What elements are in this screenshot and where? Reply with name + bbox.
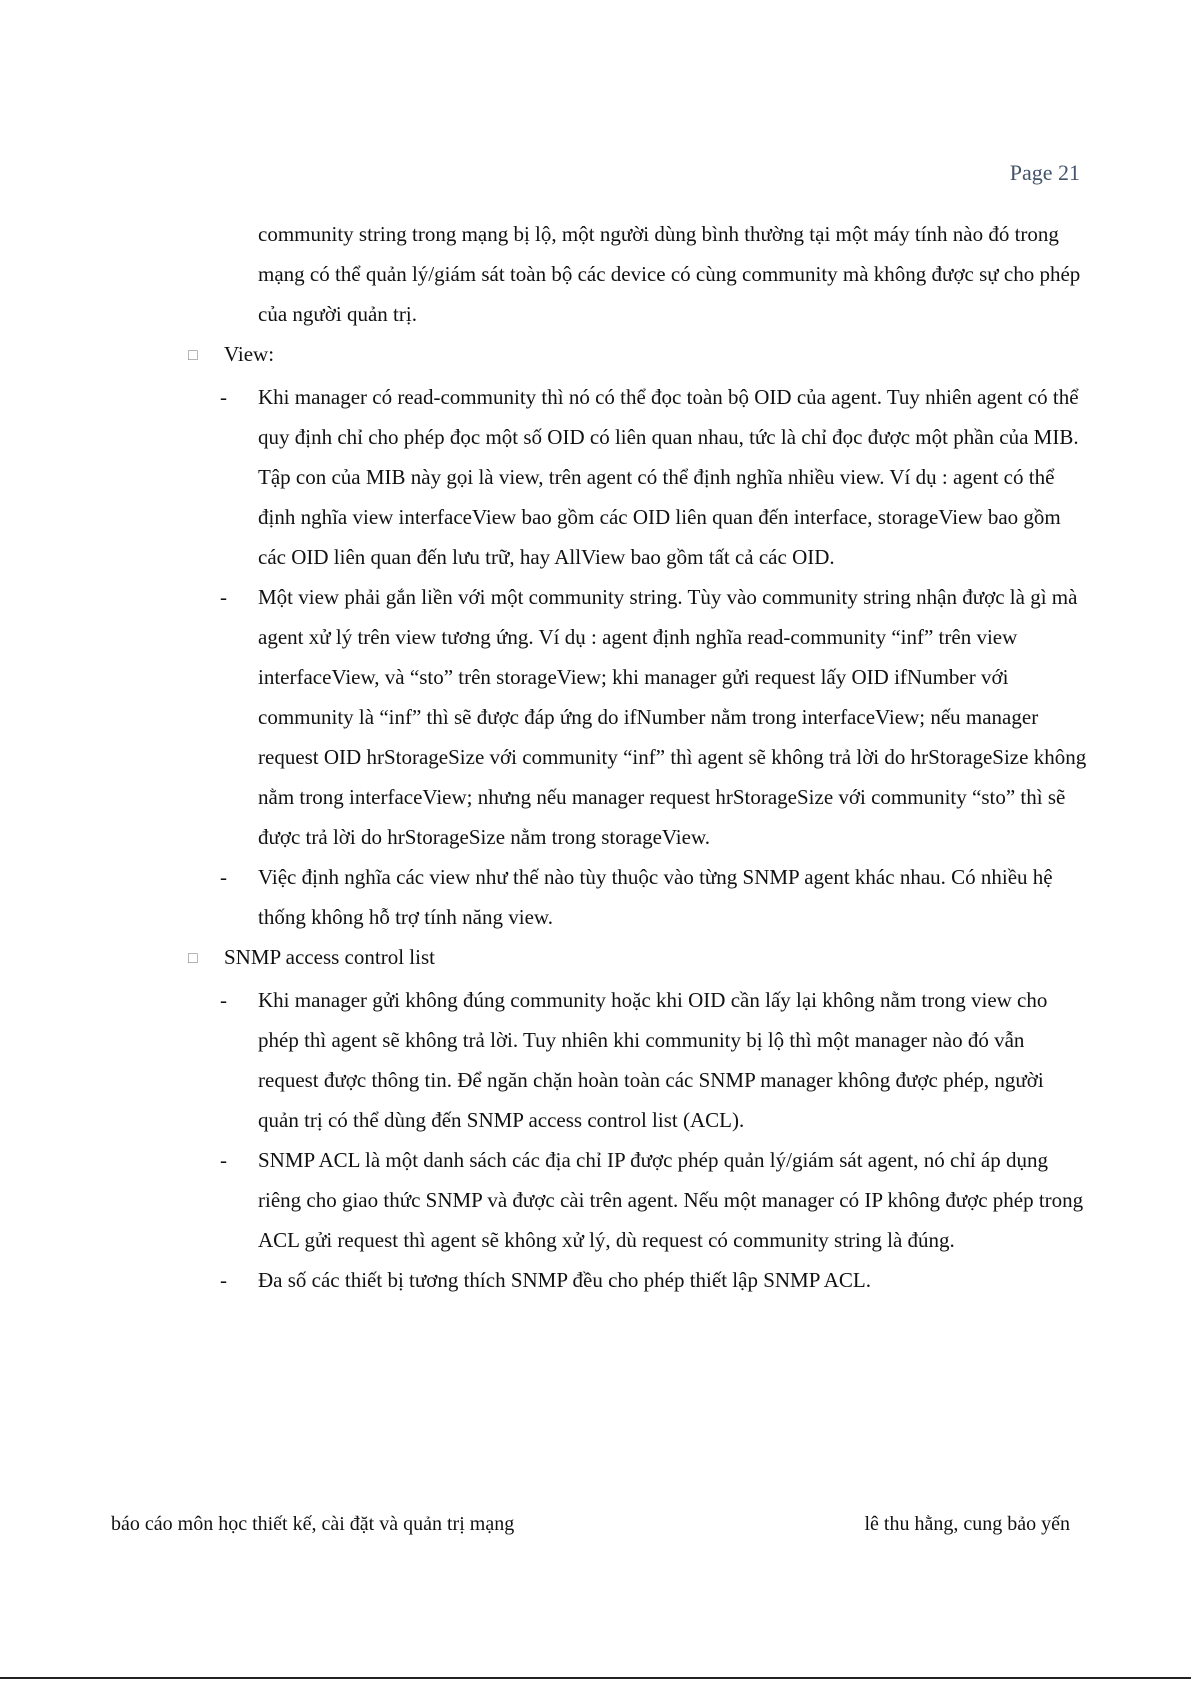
- list-item: [220, 1260, 1088, 1300]
- dash-bullet-icon: -: [220, 1148, 227, 1172]
- bottom-divider: [0, 1677, 1191, 1679]
- section-title: SNMP access control list: [224, 945, 435, 969]
- section-heading: [188, 937, 1088, 980]
- dash-bullet-icon: -: [220, 988, 227, 1012]
- list-item-text: SNMP ACL là một danh sách các địa chỉ IP được phép quản lý/giám sát agent, nó chỉ áp dụng riêng cho giao thức SNMP và được cài trên agent. Nếu một manager có IP không được phép trong ACL gửi request thì agent sẽ không xử lý, dù request có community string là đúng.: [258, 1148, 1084, 1252]
- list-item: [220, 980, 1088, 1140]
- page-number: Page 21: [1009, 160, 1080, 185]
- list-item-text: Một view phải gắn liền với một community string. Tùy vào community string nhận được là gì mà agent xử lý trên view tương ứng. Ví dụ : agent định nghĩa read-community “inf” trên view interfaceView, và “sto” trên storageView; khi manager gửi request lấy OID ifNumber với community là “inf” thì sẽ được đáp ứng do ifNumber nằm trong interfaceView; nếu manager request OID hrStorageSize với community “inf” thì agent sẽ không trả lời do hrStorageSize không nằm trong interfaceView; nhưng nếu manager request hrStorageSize với community “sto” thì sẽ được trả lời do hrStorageSize nằm trong storageView.: [258, 585, 1087, 849]
- document-body: [188, 214, 1088, 1300]
- page-footer: [111, 1514, 1070, 1534]
- continuation-paragraph: community string trong mạng bị lộ, một người dùng bình thường tại một máy tính nào đó trong mạng có thể quản lý/giám sát toàn bộ các device có cùng community mà không được sự cho phép của người quản trị.: [258, 222, 1081, 326]
- footer-authors: lê thu hằng, cung bảo yến: [864, 1513, 1070, 1535]
- list-item-text: Đa số các thiết bị tương thích SNMP đều cho phép thiết lập SNMP ACL.: [258, 1268, 871, 1292]
- list-item-text: Khi manager gửi không đúng community hoặc khi OID cần lấy lại không nằm trong view cho phép thì agent sẽ không trả lời. Tuy nhiên khi community bị lộ thì một manager nào đó vẫn request được thông tin. Để ngăn chặn hoàn toàn các SNMP manager không được phép, người quản trị có thể dùng đến SNMP access control list (ACL).: [258, 988, 1048, 1132]
- list-item: [220, 1140, 1088, 1260]
- footer-course-title: báo cáo môn học thiết kế, cài đặt và quản trị mạng: [111, 1513, 515, 1535]
- dash-bullet-icon: -: [220, 585, 227, 609]
- list-item: [220, 577, 1088, 857]
- section-snmp-acl: [188, 937, 1088, 1300]
- dash-bullet-icon: -: [220, 865, 227, 889]
- list-item: [220, 377, 1088, 577]
- list-item: [220, 857, 1088, 937]
- section-heading: [188, 334, 1088, 377]
- square-bullet-icon: □: [188, 347, 198, 364]
- list-item-text: Khi manager có read-community thì nó có thể đọc toàn bộ OID của agent. Tuy nhiên agent có thể quy định chỉ cho phép đọc một số OID có liên quan nhau, tức là chỉ đọc được một phần của MIB. Tập con của MIB này gọi là view, trên agent có thể định nghĩa nhiều view. Ví dụ : agent có thể định nghĩa view interfaceView bao gồm các OID liên quan đến interface, storageView bao gồm các OID liên quan đến lưu trữ, hay AllView bao gồm tất cả các OID.: [258, 385, 1079, 569]
- dash-bullet-icon: -: [220, 385, 227, 409]
- square-bullet-icon: □: [188, 950, 198, 967]
- list-item-text: Việc định nghĩa các view như thế nào tùy thuộc vào từng SNMP agent khác nhau. Có nhiều hệ thống không hỗ trợ tính năng view.: [258, 865, 1053, 929]
- section-title: View:: [224, 342, 275, 366]
- dash-bullet-icon: -: [220, 1268, 227, 1292]
- section-view: [188, 334, 1088, 937]
